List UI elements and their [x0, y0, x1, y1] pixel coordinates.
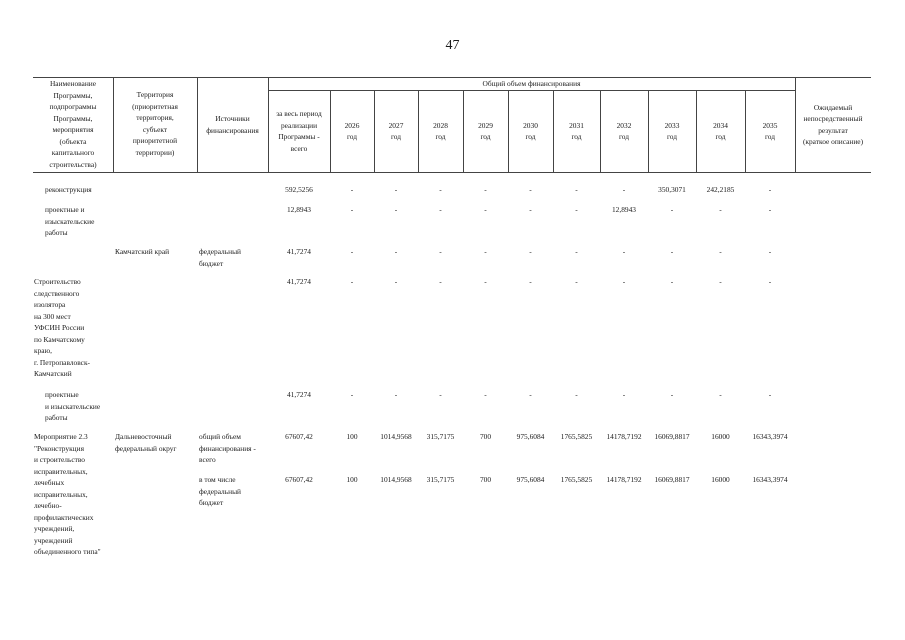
row-value: 12,8943 — [611, 205, 637, 214]
row-value: - — [484, 185, 487, 194]
row-value: - — [350, 390, 354, 399]
row-value: - — [394, 185, 398, 194]
row-value: - — [394, 205, 398, 214]
row-value: - — [529, 205, 532, 214]
row-value: - — [484, 205, 487, 214]
row-value: - — [719, 277, 722, 286]
row-value: - — [575, 185, 578, 194]
row-value: - — [622, 390, 626, 399]
header-territory: Территория (приоритетная территория, субъект приоритетной территории) — [132, 90, 178, 157]
row-value: - — [484, 390, 487, 399]
row-value: 100 — [346, 432, 358, 441]
row-value: - — [529, 185, 532, 194]
row-value: - — [439, 390, 442, 399]
header-year: 2026 год — [344, 120, 360, 141]
row-total: 41,7274 — [286, 390, 312, 399]
row-value: 16000 — [711, 432, 730, 441]
row-value: 975,6084 — [516, 475, 545, 484]
row-name: проектные и изыскательские работы — [45, 205, 95, 237]
row-total: 67607,42 — [285, 475, 313, 484]
row-value: - — [719, 390, 722, 399]
row-territory: Дальневосточный федеральный округ — [115, 432, 177, 453]
row-total: 12,8943 — [286, 205, 312, 214]
header-year: 2033 год — [664, 120, 680, 141]
row-value: - — [350, 247, 354, 256]
row-value: - — [768, 185, 772, 194]
row-value: - — [768, 390, 772, 399]
row-value: 16343,3974 — [752, 432, 788, 441]
row-value: 100 — [346, 475, 358, 484]
header-total: за весь период реализации Программы - всего — [276, 109, 322, 153]
row-value: 700 — [479, 432, 492, 441]
row-value: 315,7175 — [426, 475, 455, 484]
row-value: 1765,5825 — [560, 432, 593, 441]
row-value: - — [484, 277, 487, 286]
row-value: - — [350, 205, 354, 214]
header-year: 2035 год — [762, 120, 778, 141]
row-value: 14178,7192 — [606, 432, 642, 441]
row-total: 41,7274 — [286, 247, 312, 256]
header-total-group: Общий объем финансирования — [482, 79, 581, 88]
row-value: - — [439, 247, 442, 256]
row-value: 315,7175 — [426, 432, 455, 441]
header-year: 2032 год — [616, 120, 632, 141]
header-year: 2034 год — [713, 120, 728, 141]
row-value: - — [529, 277, 532, 286]
row-value: 16343,3974 — [752, 475, 788, 484]
row-value: 350,3071 — [658, 185, 686, 194]
row-value: 975,6084 — [516, 432, 545, 441]
row-total: 41,7274 — [286, 277, 312, 286]
row-value: - — [439, 277, 442, 286]
row-value: - — [394, 277, 398, 286]
row-value: 1014,9568 — [380, 432, 412, 441]
row-name: Строительство следственного изолятора на 300 мест УФСИН России по Камчатскому краю, г. Петропавловск- Камчатский — [34, 277, 91, 378]
row-value: 700 — [479, 475, 492, 484]
table-horizontal-rule — [33, 172, 871, 173]
row-value: - — [529, 390, 532, 399]
row-value: 16000 — [711, 475, 730, 484]
row-value: - — [394, 390, 398, 399]
header-year: 2027 год — [388, 120, 404, 141]
row-value: - — [670, 390, 674, 399]
row-value: - — [768, 205, 772, 214]
row-source: федеральный бюджет — [199, 247, 241, 268]
header-year: 2029 год — [478, 120, 493, 141]
row-value: - — [622, 185, 626, 194]
row-value: - — [670, 247, 674, 256]
row-value: - — [575, 247, 578, 256]
row-value: - — [350, 277, 354, 286]
row-value: - — [622, 247, 626, 256]
row-value: 1765,5825 — [560, 475, 593, 484]
row-value: - — [529, 247, 532, 256]
row-value: - — [719, 205, 722, 214]
header-source: Источники финансирования — [206, 114, 259, 135]
row-value: - — [622, 277, 626, 286]
row-value: - — [670, 277, 674, 286]
row-name: проектные и изыскательские работы — [45, 390, 101, 422]
row-name: Мероприятие 2.3 "Реконструкция и строительство исправительных, лечебных исправительных, лечебно- профилактических учреждений, учреждений объединенного типа" — [34, 432, 101, 556]
page-number: 47 — [445, 38, 460, 53]
row-source: в том числе федеральный бюджет — [199, 475, 241, 507]
row-value: 16069,8817 — [654, 432, 690, 441]
row-value: - — [670, 205, 674, 214]
row-value: - — [394, 247, 398, 256]
row-value: - — [350, 185, 354, 194]
header-name: Наименование Программы, подпрограммы Программы, мероприятия (объекта капитального строительства) — [49, 79, 97, 169]
row-value: - — [484, 247, 487, 256]
header-year: 2030 год — [523, 120, 538, 141]
row-value: - — [575, 390, 578, 399]
row-value: - — [768, 277, 772, 286]
row-value: - — [575, 205, 578, 214]
row-value: - — [575, 277, 578, 286]
row-value: 1014,9568 — [380, 475, 412, 484]
row-name: реконструкция — [45, 185, 92, 194]
header-result: Ожидаемый непосредственный результат (краткое описание) — [802, 102, 864, 146]
row-total: 592,5256 — [285, 185, 313, 194]
header-year: 2031 год — [569, 120, 584, 141]
row-source: общий объем финансирования - всего — [199, 432, 256, 464]
row-value: 16069,8817 — [654, 475, 690, 484]
row-value: - — [768, 247, 772, 256]
row-territory: Камчатский край — [115, 247, 170, 256]
row-value: - — [439, 185, 442, 194]
header-year: 2028 год — [433, 120, 448, 141]
row-value: 14178,7192 — [606, 475, 642, 484]
row-value: - — [439, 205, 442, 214]
row-value: 242,2185 — [706, 185, 735, 194]
row-total: 67607,42 — [285, 432, 313, 441]
row-value: - — [719, 247, 722, 256]
